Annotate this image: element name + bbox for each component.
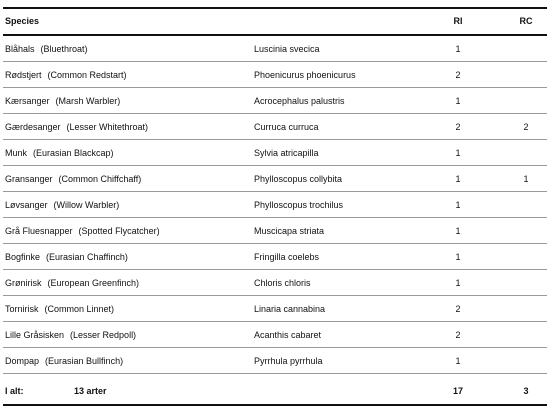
rc-value (511, 88, 541, 114)
danish-name: Lille Gråsisken (5, 330, 65, 340)
latin-name: Phoenicurus phoenicurus (254, 70, 356, 80)
latin-name: Acrocephalus palustris (254, 96, 345, 106)
rc-value (511, 270, 541, 296)
table-row (3, 322, 547, 348)
english-name: (Lesser Redpoll) (70, 330, 137, 340)
ri-value: 2 (455, 70, 461, 80)
latin-name: Phylloscopus collybita (254, 174, 343, 184)
english-name: (Spotted Flycatcher) (78, 226, 160, 236)
rc-value: 2 (523, 122, 529, 132)
table-row (3, 270, 547, 296)
ri-value: 1 (455, 174, 461, 184)
danish-name: Dompap (5, 356, 40, 366)
total-count: 13 arter (74, 386, 107, 396)
table-row (3, 192, 547, 218)
latin-name: Sylvia atricapilla (254, 148, 319, 158)
english-name: (Common Chiffchaff) (58, 174, 142, 184)
english-name: (European Greenfinch) (47, 278, 140, 288)
species-name (5, 192, 119, 218)
english-name: (Marsh Warbler) (55, 96, 121, 106)
table-row (3, 348, 547, 374)
english-name: (Lesser Whitethroat) (66, 122, 149, 132)
species-name (5, 348, 123, 374)
rc-value (511, 348, 541, 374)
english-name: (Eurasian Chaffinch) (46, 252, 128, 262)
rc-value (511, 244, 541, 270)
table-row (3, 218, 547, 244)
species-name (5, 114, 148, 140)
table-row (3, 62, 547, 88)
english-name: (Common Linnet) (44, 304, 115, 314)
total-row (3, 378, 547, 404)
danish-name: Kærsanger (5, 96, 50, 106)
english-name: (Eurasian Blackcap) (33, 148, 114, 158)
table-row (3, 114, 547, 140)
danish-name: Blåhals (5, 44, 35, 54)
latin-name: Muscicapa striata (254, 226, 325, 236)
total-ri: 17 (452, 386, 463, 396)
rc-value (511, 218, 541, 244)
rc-value: 1 (523, 174, 529, 184)
ri-value: 1 (455, 356, 461, 366)
table-row (3, 166, 547, 192)
ri-value: 1 (455, 200, 461, 210)
english-name: (Common Redstart) (47, 70, 127, 80)
rc-value (511, 62, 541, 88)
rc-value (511, 296, 541, 322)
english-name: (Bluethroat) (40, 44, 88, 54)
species-name (5, 88, 120, 114)
danish-name: Gransanger (5, 174, 53, 184)
rc-value (511, 140, 541, 166)
species-name (5, 296, 114, 322)
species-name (5, 166, 141, 192)
english-name: (Willow Warbler) (53, 200, 120, 210)
table-row (3, 36, 547, 62)
ri-value: 2 (455, 330, 461, 340)
header-ri: RI (453, 16, 463, 26)
danish-name: Rødstjert (5, 70, 42, 80)
table-row (3, 296, 547, 322)
ri-value: 1 (455, 96, 461, 106)
danish-name: Munk (5, 148, 28, 158)
header-row (3, 8, 547, 34)
ri-value: 1 (455, 148, 461, 158)
total-label: I alt: (5, 386, 24, 396)
species-name (5, 322, 136, 348)
rc-value (511, 322, 541, 348)
ri-value: 1 (455, 252, 461, 262)
ri-value: 1 (455, 226, 461, 236)
latin-name: Phylloscopus trochilus (254, 200, 344, 210)
species-name (5, 36, 88, 62)
latin-name: Chloris chloris (254, 278, 311, 288)
species-name (5, 62, 127, 88)
english-name: (Eurasian Bullfinch) (45, 356, 124, 366)
danish-name: Grønirisk (5, 278, 42, 288)
danish-name: Grå Fluesnapper (5, 226, 73, 236)
latin-name: Pyrrhula pyrrhula (254, 356, 323, 366)
danish-name: Løvsanger (5, 200, 48, 210)
ri-value: 2 (455, 122, 461, 132)
latin-name: Luscinia svecica (254, 44, 320, 54)
row-separator (3, 373, 547, 374)
latin-name: Acanthis cabaret (254, 330, 322, 340)
ri-value: 1 (455, 44, 461, 54)
species-name (5, 244, 128, 270)
bottom-rule (3, 404, 547, 406)
header-rc: RC (519, 16, 533, 26)
ri-value: 1 (455, 278, 461, 288)
rc-value (511, 36, 541, 62)
table-row (3, 88, 547, 114)
latin-name: Curruca curruca (254, 122, 319, 132)
danish-name: Tornirisk (5, 304, 39, 314)
ri-value: 2 (455, 304, 461, 314)
species-name (5, 270, 139, 296)
latin-name: Fringilla coelebs (254, 252, 320, 262)
latin-name: Linaria cannabina (254, 304, 326, 314)
rc-value (511, 192, 541, 218)
species-name (5, 218, 160, 244)
table-row (3, 140, 547, 166)
table-row (3, 244, 547, 270)
header-species: Species (5, 16, 40, 26)
species-name (5, 140, 114, 166)
danish-name: Gærdesanger (5, 122, 61, 132)
danish-name: Bogfinke (5, 252, 41, 262)
total-rc: 3 (523, 386, 529, 396)
